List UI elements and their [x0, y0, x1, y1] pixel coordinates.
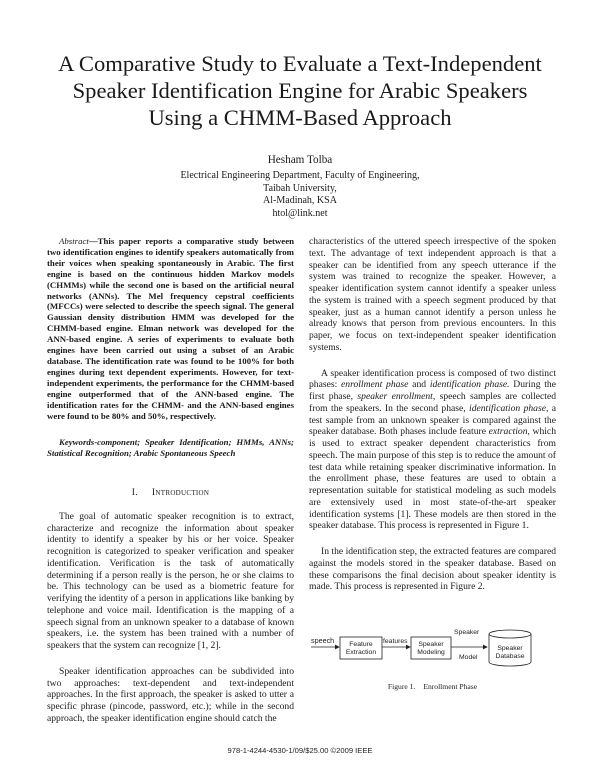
label-model: Model [459, 654, 478, 661]
box-label: Feature [349, 641, 373, 648]
abstract [47, 236, 294, 421]
abstract-lead: Abstract [59, 236, 89, 246]
affiliation-line: Taibah University, [263, 182, 337, 194]
term-speaker-enrollment: speaker enrollment [357, 391, 433, 402]
db-label: Speaker [497, 645, 523, 652]
section-title: Introduction [151, 487, 210, 499]
section-heading [47, 487, 294, 499]
term-identification: identification phase. [429, 379, 510, 391]
affiliation-line: Al-Madinah, KSA [263, 195, 337, 207]
affiliation-line: Electrical Engineering Department, Faculty of Engineering, [180, 170, 420, 181]
term-identification-phase: identification phase [469, 402, 546, 414]
label-speaker: Speaker [454, 629, 480, 636]
term-extraction: extraction [488, 426, 528, 438]
copyright-footer: 978-1-4244-4530-1/09/$25.00 ©2009 IEEE [227, 746, 373, 755]
author-block [0, 153, 600, 220]
box-label: Speaker [418, 641, 444, 648]
figure-label: Figure 1. [387, 682, 416, 691]
section-number: I. [131, 487, 138, 499]
paragraph: characteristics of the uttered speech irrespective of the spoken text. The advantage of text independent approach is that a speaker can be identified from any speech utterance if the system was trained to recognize the speaker. However, a speaker identification system cannot identify a speaker unless the system is trained with a speech segment produced by that speaker, just as a human cannot identify a person unless he already knows that person from previous encounters. In this paper, we focus on text-independent speaker identification systems. [309, 236, 556, 353]
title-line-1: A Comparative Study to Evaluate a Text-Independent [58, 51, 542, 76]
label-features: features [383, 638, 408, 645]
paper-title [20, 50, 580, 131]
enrollment-diagram [309, 621, 556, 675]
figure-caption-text: Enrollment Phase [423, 682, 478, 691]
figure-1 [309, 621, 556, 675]
author-email: htol@link.net [272, 207, 328, 219]
title-line-2: Speaker Identification Engine for Arabic Speakers [72, 78, 528, 103]
paragraph: A speaker identification process is composed of two distinct phases: enrollment phase and identification phase. During the first phase, speaker enrollment, speech samples are collected from the speakers. In the second phase, identification phase, a test sample from an unknown speaker is compared against the speaker database. Both phases include feature extraction, which is used to extract speaker dependent characteristics from speech. The main purpose of this step is to reduce the amount of test data while retaining speaker discriminative information. In the enrollment phase, these features are used to obtain a representation suitable for statistical modeling as such models are extensively used in most state-of-the-art speaker identification systems [1]. These models are then stored in the speaker database. This process is represented in Figure 1. [309, 367, 556, 532]
title-line-3: Using a CHMM-Based Approach [148, 105, 452, 130]
term-enrollment: enrollment phase [341, 379, 409, 391]
db-label: Database [495, 653, 525, 660]
abstract-body: —This paper reports a comparative study between two identification engines to identify speakers automatically from their voices when speaking spontaneously in Arabic. The first engine is based on the continuous hidden Markov models (CHMMs) while the second one is based on the artificial neural networks (ANNs). The Mel frequency cepstral coefficients (MFCCs) were selected to describe the speech signal. The general Gaussian density distribution HMM was developed for the CHMM-based engine. Elman network was developed for the ANN-based engine. A series of experiments to evaluate both engines have been carried out using a subset of an Arabic database. The identification rate was found to be 100% for both engines during text dependent experiments. However, for text-independent experiments, the performance for the CHMM-based engine outperformed that of the ANN-based engine. The identification rates for the CHMM- and the ANN-based engines were found to be 80% and 50%, respectively. [47, 236, 294, 421]
paragraph: Speaker identification approaches can be subdivided into two approaches: text-dependent and text-independent approaches. In the first approach, the speaker is asked to utter a specific phrase (pincode, password, etc.); while in the second approach, the speaker identification engine should catch the [47, 665, 294, 724]
box-label: Extraction [345, 649, 377, 656]
author-name: Hesham Tolba [267, 154, 333, 166]
figure-caption [309, 681, 556, 693]
right-column [309, 236, 556, 693]
left-column [47, 236, 294, 725]
paragraph: The goal of automatic speaker recognition is to extract, characterize and recognize the information about speaker identity to identify a speaker by his or her voice. Speaker recognition is categorized to speaker verification and speaker identification. Verification is the task of automatically determining if a person really is the person, he or she claims to be. This technology can be used as a biometric feature for verifying the identity of a person in applications like banking by telephone and voice mail. Identification is the mapping of a speech signal from an unknown speaker to a database of known speakers, i.e. the system has been trained with a number of speakers that the system can recognize [1, 2]. [47, 510, 294, 652]
box-label: Modeling [417, 649, 445, 656]
label-speech: speech [311, 636, 335, 645]
keywords: Keywords-component; Speaker Identification; HMMs, ANNs; Statistical Recognition; Arabic Spontaneous Speech [47, 437, 294, 459]
paragraph: In the identification step, the extracted features are compared against the models stored in the speaker database. Based on these comparisons the final decision about speaker identity is made. This process is represented in Figure 2. [309, 546, 556, 593]
